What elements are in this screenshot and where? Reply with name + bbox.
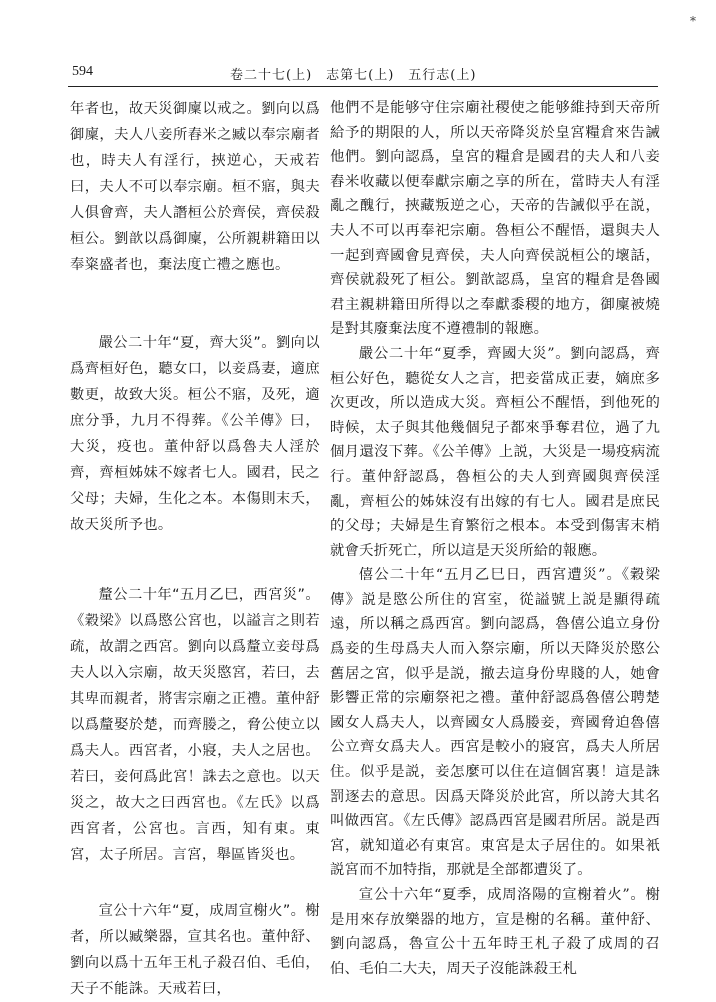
page-number: 594 bbox=[72, 64, 93, 79]
right-paragraph-4: 宣公十六年“夏季，成周洛陽的宣榭着火”。榭是用來存放樂器的地方，宣是榭的名稱。董仲舒、劉向認爲，魯宣公十五年時王札子殺了成周的召伯、毛伯二大夫，周天子沒能誅殺王札 bbox=[330, 887, 660, 977]
left-paragraph-1: 年者也，故天災御廩以戒之。劉向以爲御廩，夫人八妾所舂米之臧以奉宗廟者也，時夫人有淫行，挾逆心，天戒若曰，夫人不可以奉宗廟。桓不寤，與夫人俱會齊，夫人譖桓公於齊侯，齊侯殺桓公。劉歆以爲御廩，公所親耕籍田以奉粢盛者也，棄法度亡禮之應也。 bbox=[70, 101, 320, 273]
left-paragraph-3: 釐公二十年“五月乙巳，西宮災”。《穀梁》以爲愍公宮也，以謚言之則若疏，故謂之西宮。劉向以爲釐立妾母爲夫人以入宗廟，故天災愍宮，若曰，去其卑而親者，將害宗廟之正禮。董仲舒以爲釐娶於楚，而齊媵之，脅公使立以爲夫人。西宮者，小寢，夫人之居也。若曰，妾何爲此宮！誅去之意也。以天災之，故大之曰西宮也。《左氏》以爲西宮者，公宮也。言西，知有東。東宮，太子所居。言宮，舉區皆災也。 bbox=[70, 587, 320, 863]
left-column bbox=[70, 96, 320, 1002]
running-header: 卷二十七(上) 志第七(上) 五行志(上) bbox=[230, 68, 477, 83]
right-paragraph-2: 嚴公二十年“夏季，齊國大災”。劉向認爲，齊桓公好色，聽從女人之言，把妾當成正妻，嫡庶多次更改，所以造成大災。齊桓公不醒悟，到他死的時候，太子與其他幾個兒子都來爭奪君位，過了九個月還沒下葬。《公羊傳》上説，大災是一場疫病流行。董仲舒認爲，魯桓公的夫人到齊國與齊侯淫亂，齊桓公的姊妹沒有出嫁的有七人。國君是庶民的父母；夫婦是生育繁衍之根本。本受到傷害末梢就會夭折死亡，所以這是天災所給的報應。 bbox=[330, 345, 660, 559]
left-paragraph-4: 宣公十六年“夏，成周宣榭火”。榭者，所以臧樂器，宣其名也。董仲舒、劉向以爲十五年王札子殺召伯、毛伯，天子不能誅。天戒若曰， bbox=[70, 903, 320, 997]
right-paragraph-1: 他們不是能够守住宗廟社稷使之能够維持到天帝所給予的期限的人，所以天帝降災於皇宮糧倉來告誡他們。劉向認爲，皇宮的糧倉是國君的夫人和八妾舂米收藏以便奉獻宗廟之享的所在，當時夫人有淫亂之醜行，挾藏叛逆之心，天帝的告誡似乎在説，夫人不可以再奉祀宗廟。魯桓公不醒悟，還與夫人一起到齊國會見齊侯，夫人向齊侯説桓公的壞話，齊侯就殺死了桓公。劉歆認爲，皇宮的糧倉是魯國君主親耕籍田所得以之奉獻黍稷的地方，御廩被燒是對其廢棄法度不遵禮制的報應。 bbox=[330, 100, 660, 338]
header-rule bbox=[68, 86, 658, 87]
right-paragraph-3: 僖公二十年“五月乙巳日，西宮遭災”。《穀梁傳》説是愍公所住的宮室，從謚號上説是顯得疏遠，所以稱之爲西宮。劉向認爲，魯僖公追立身份爲妾的生母爲夫人而入祭宗廟，所以天降災於愍公舊居之宮，似乎是説，撤去這身份卑賤的人，她會影響正常的宗廟祭祀之禮。董仲舒認爲魯僖公聘楚國女人爲夫人，以齊國女人爲媵妾，齊國脅迫魯僖公立齊女爲夫人。西宮是較小的寢宮，爲夫人所居住。似乎是説，妾怎麼可以住在這個宮裏！這是誅罰逐去的意思。因爲天降災於此宮，所以誇大其名叫做西宮。《左氏傳》認爲西宮是國君所居。説是西宮，就知道必有東宮。東宮是太子居住的。如果衹説宮而不加特指，那就是全部都遭災了。 bbox=[330, 567, 660, 879]
corner-mark: * bbox=[690, 14, 696, 28]
left-paragraph-2: 嚴公二十年“夏，齊大災”。劉向以爲齊桓好色，聽女口，以妾爲妻，適庶數更，故致大災。桓公不寤，及死，適庶分爭，九月不得葬。《公羊傳》曰，大災，疫也。董仲舒以爲魯夫人淫於齊，齊桓姊妹不嫁者七人。國君，民之父母；夫婦，生化之本。本傷則末夭，故天災所予也。 bbox=[70, 335, 320, 533]
right-column bbox=[330, 96, 660, 981]
